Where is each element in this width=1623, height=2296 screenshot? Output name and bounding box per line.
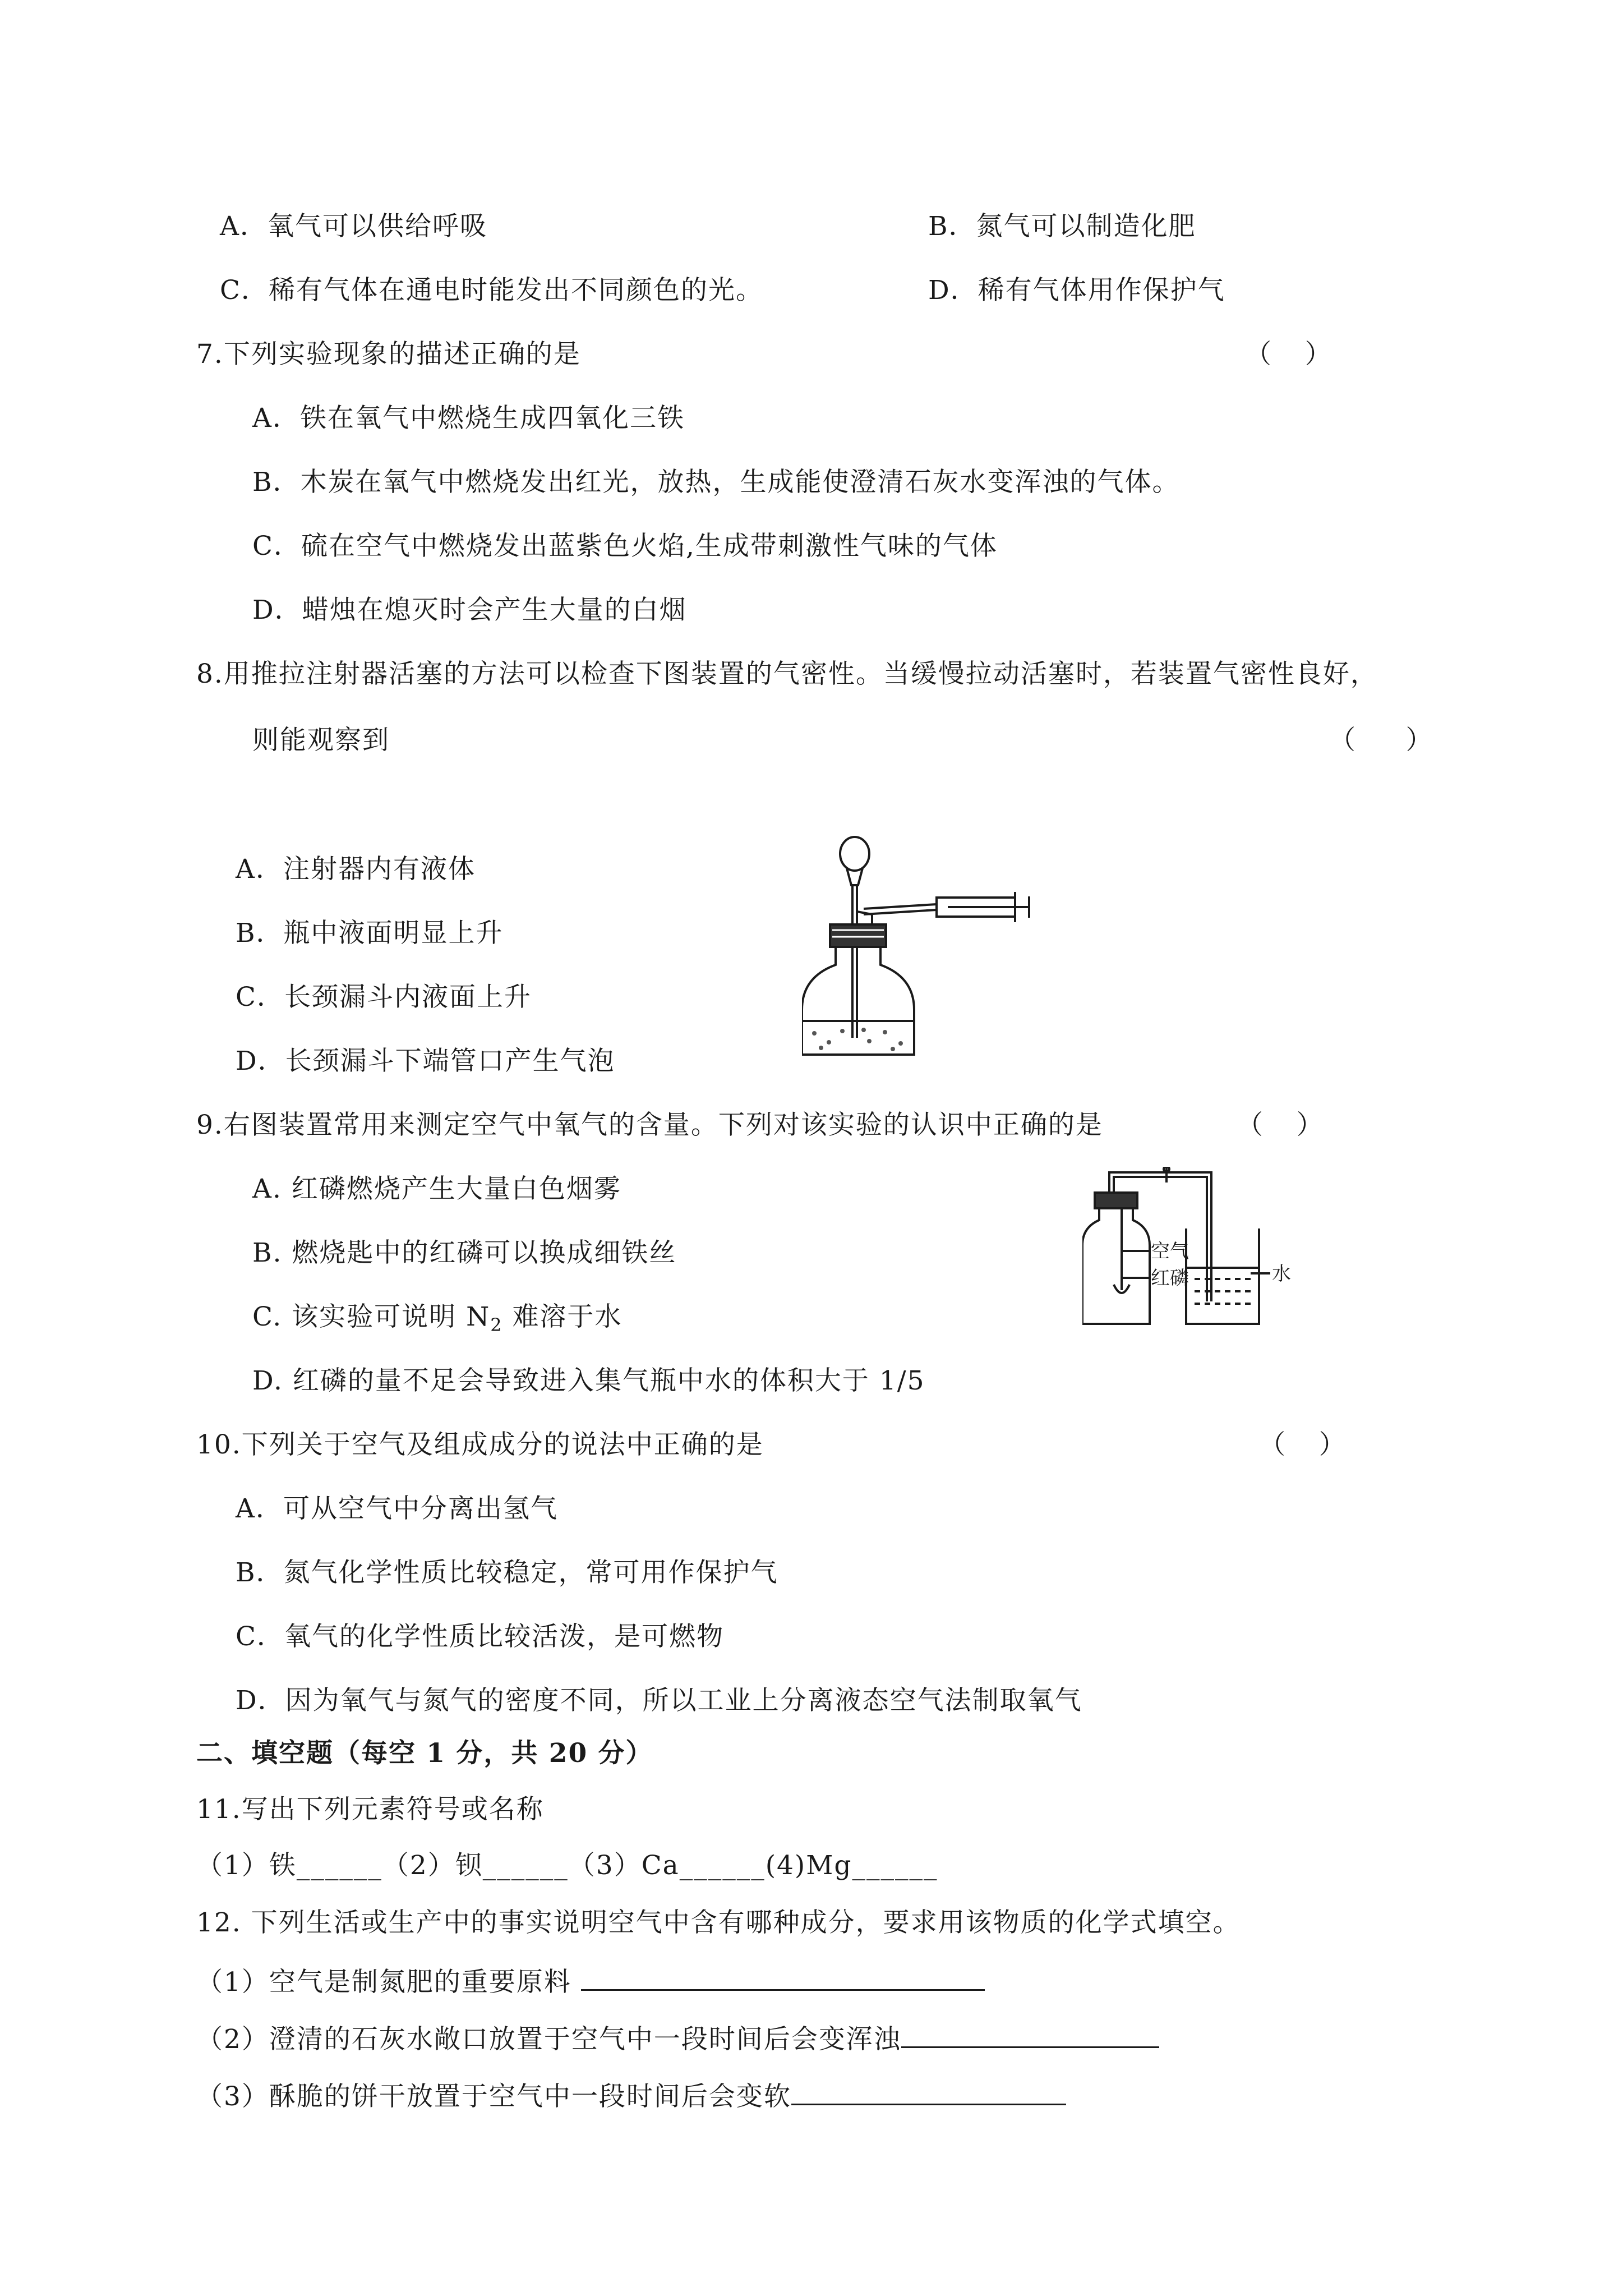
q6-option-b: B．氮气可以制造化肥 [928, 211, 1196, 242]
q9-option-a: A. 红磷燃烧产生大量白色烟雾 [252, 1174, 621, 1204]
q6-option-d: D．稀有气体用作保护气 [928, 275, 1225, 306]
q7-option-d: D．蜡烛在熄灭时会产生大量的白烟 [252, 595, 687, 625]
q10-option-a: A．可从空气中分离出氢气 [236, 1493, 558, 1524]
q12-item-3: （3）酥脆的饼干放置于空气中一段时间后会变软 [196, 2078, 1066, 2114]
q10-answer-paren: （ ） [1259, 1429, 1345, 1460]
q8-apparatus-figure [802, 830, 1054, 1060]
q7-stem: 7.下列实验现象的描述正确的是 [196, 339, 581, 370]
q8-option-d: D．长颈漏斗下端管口产生气泡 [236, 1046, 615, 1076]
q9-figure-label-air: 空气 [1151, 1240, 1189, 1263]
q9-answer-paren: （ ） [1237, 1110, 1323, 1140]
q8-option-a: A．注射器内有液体 [236, 854, 476, 885]
q10-option-c: C．氧气的化学性质比较活泼，是可燃物 [236, 1621, 724, 1652]
q10-option-b: B．氮气化学性质比较稳定，常可用作保护气 [236, 1557, 778, 1588]
q10-option-d: D．因为氧气与氮气的密度不同，所以工业上分离液态空气法制取氧气 [236, 1685, 1082, 1716]
q9-option-b: B. 燃烧匙中的红磷可以换成细铁丝 [252, 1237, 677, 1268]
q8-stem-line2: 则能观察到 [252, 725, 390, 756]
q12-item-1: （1）空气是制氮肥的重要原料 [196, 1963, 985, 1999]
q10-stem: 10.下列关于空气及组成成分的说法中正确的是 [196, 1429, 764, 1460]
q9-option-c: C. 该实验可说明 $N_2$ 难溶于水 [252, 1301, 623, 1336]
q9-figure-label-water: 水 [1272, 1263, 1291, 1285]
q11-answer-line[interactable]: （1）铁______（2）钡______（3）Ca______(4)Mg______ [196, 1850, 938, 1881]
q8-answer-paren: （ ） [1329, 725, 1432, 756]
q12-item-1-blank[interactable] [581, 1963, 985, 1991]
q6-option-c: C．稀有气体在通电时能发出不同颜色的光。 [220, 275, 763, 306]
q12-item-2: （2）澄清的石灰水敞口放置于空气中一段时间后会变浑浊 [196, 2021, 1159, 2056]
q9-stem: 9.右图装置常用来测定空气中氧气的含量。下列对该实验的认识中正确的是 [196, 1110, 1103, 1140]
q9-figure-label-phosphorus: 红磷 [1151, 1267, 1189, 1290]
q8-stem-line1: 8.用推拉注射器活塞的方法可以检查下图装置的气密性。当缓慢拉动活塞时，若装置气密性良好， [196, 659, 1378, 689]
q7-option-b: B．木炭在氧气中燃烧发出红光，放热，生成能使澄清石灰水变浑浊的气体。 [252, 467, 1180, 498]
q12-stem: 12. 下列生活或生产中的事实说明空气中含有哪种成分，要求用该物质的化学式填空。 [196, 1907, 1241, 1938]
section2-title: 二、填空题（每空 1 分，共 20 分） [196, 1738, 653, 1769]
q6-option-a: A．氧气可以供给呼吸 [220, 211, 487, 242]
q8-option-b: B．瓶中液面明显上升 [236, 918, 504, 949]
q12-item-2-blank[interactable] [901, 2021, 1159, 2048]
q7-answer-paren: （ ） [1245, 339, 1331, 370]
q9-apparatus-figure [1082, 1167, 1307, 1329]
q7-option-a: A．铁在氧气中燃烧生成四氧化三铁 [252, 403, 685, 434]
q12-item-3-blank[interactable] [791, 2078, 1066, 2105]
q7-option-c: C．硫在空气中燃烧发出蓝紫色火焰,生成带刺激性气味的气体 [252, 531, 998, 562]
q11-stem: 11.写出下列元素符号或名称 [196, 1794, 544, 1825]
q8-option-c: C．长颈漏斗内液面上升 [236, 982, 532, 1013]
q9-option-d: D. 红磷的量不足会导致进入集气瓶中水的体积大于 1/5 [252, 1365, 925, 1396]
